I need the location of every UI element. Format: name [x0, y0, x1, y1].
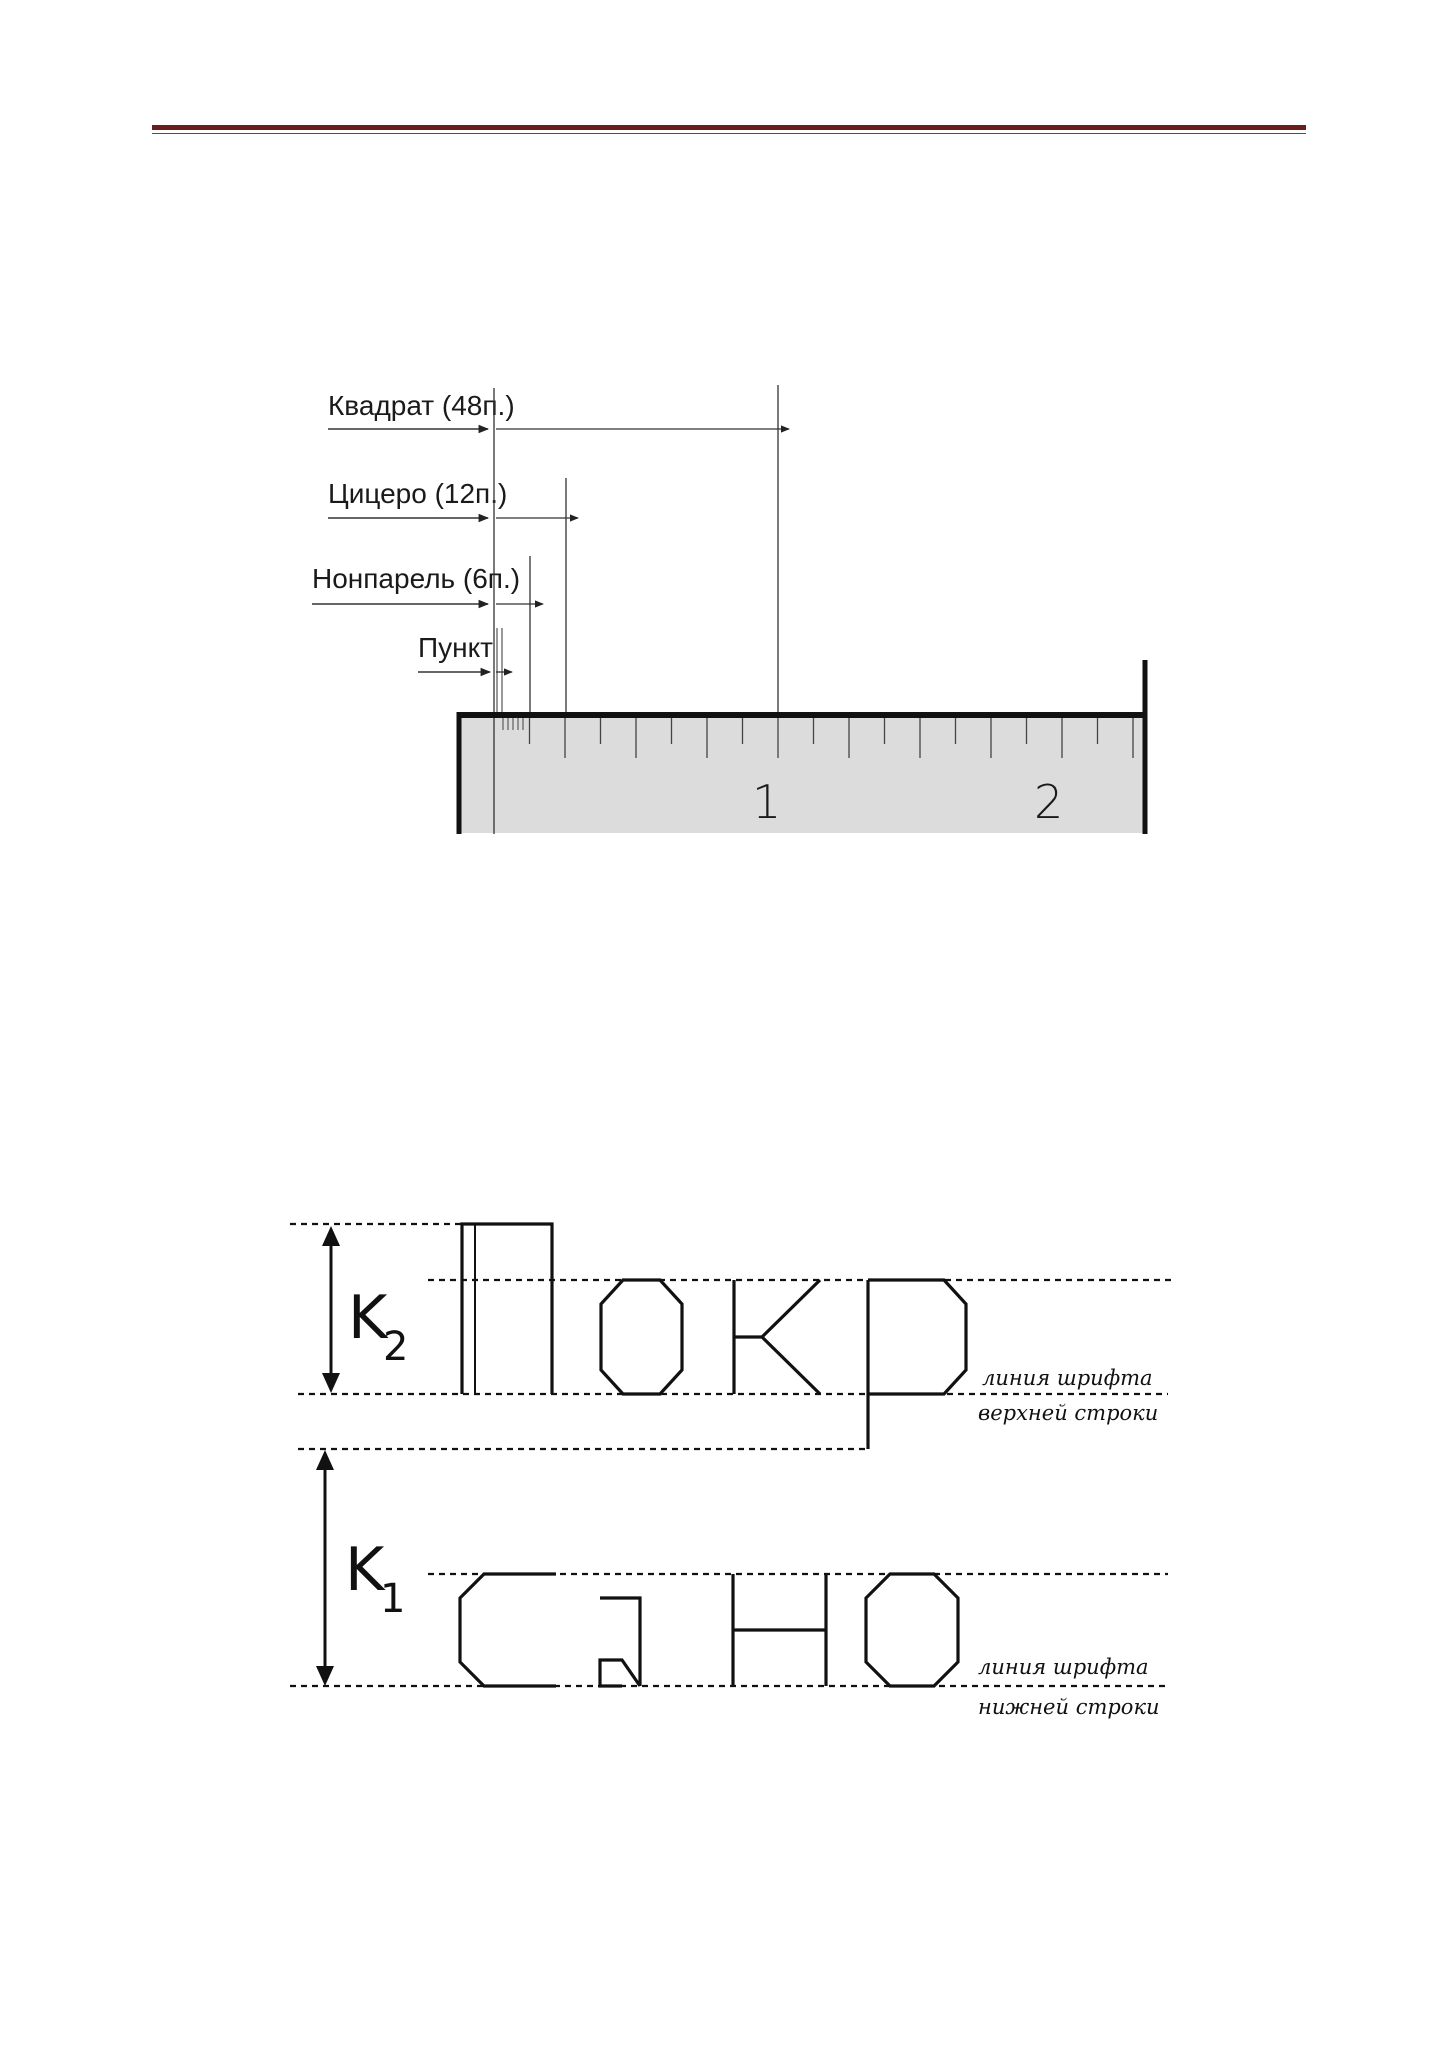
top-note-line1: линия шрифта — [982, 1366, 1153, 1390]
k1-arrow-top — [316, 1450, 334, 1470]
ruler-label-1: 1 — [752, 775, 782, 829]
bottom-note-line1: линия шрифта — [978, 1655, 1149, 1679]
glyph-o — [601, 1280, 682, 1394]
glyph-r — [868, 1280, 966, 1449]
glyph-k — [734, 1280, 820, 1394]
k1-arrow-bottom — [316, 1666, 334, 1686]
top-note-line2: верхней строки — [978, 1401, 1159, 1425]
glyph-o-2 — [866, 1574, 958, 1686]
glyph-a — [600, 1598, 640, 1686]
glyph-n — [733, 1574, 826, 1686]
k2-label: K — [348, 1283, 388, 1353]
glyph-s — [460, 1574, 556, 1686]
nonparel-label: Нонпарель (6п.) — [312, 563, 521, 594]
bottom-note-line2: нижней строки — [978, 1695, 1160, 1719]
k1-subscript: 1 — [380, 1576, 406, 1622]
k2-arrow-top — [322, 1226, 340, 1246]
bottom-word-glyphs — [460, 1574, 958, 1686]
punkt-label: Пункт — [418, 632, 493, 663]
kvadrat-label: Квадрат (48п.) — [328, 390, 515, 421]
k1-label: K — [345, 1535, 385, 1605]
tsitsero-label: Цицеро (12п.) — [328, 478, 508, 509]
top-word-glyphs — [462, 1224, 966, 1449]
font-guide-lines — [290, 1224, 1172, 1686]
ruler-label-2: 2 — [1034, 775, 1064, 829]
k2-subscript: 2 — [383, 1324, 409, 1370]
k2-arrow-bottom — [322, 1373, 340, 1393]
